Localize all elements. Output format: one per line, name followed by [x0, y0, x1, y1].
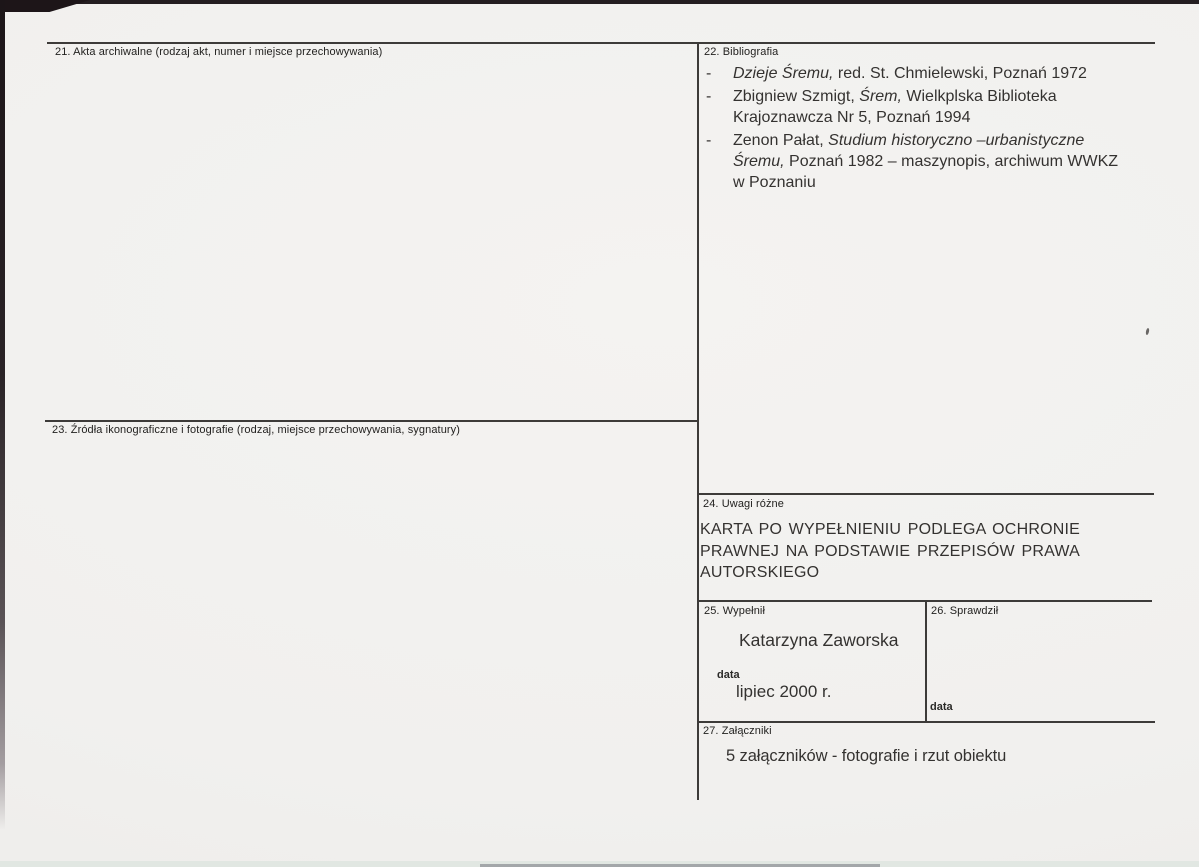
copyright-notice-line: AUTORSKIEGO: [700, 564, 820, 581]
rule-25-26-divider: [925, 600, 927, 721]
bibliography-item-text: [733, 86, 1158, 128]
bibliography-segment: Śrem,: [859, 88, 902, 105]
section-25-header: 25. Wypełnił: [704, 605, 766, 617]
bibliography-bullet: -: [706, 132, 712, 149]
rule-top: [47, 42, 1155, 44]
rule-center-vertical: [697, 42, 699, 800]
rule-section-23: [45, 420, 697, 422]
bibliography-segment: w Poznaniu: [733, 174, 816, 191]
bibliography-item-1: [706, 63, 1158, 84]
bibliography-segment: Zbigniew Szmigt,: [733, 88, 860, 105]
rule-section-27: [697, 721, 1155, 723]
scan-edge-corner: [0, 0, 90, 12]
section-24-header: 24. Uwagi różne: [703, 498, 784, 510]
bibliography-list: [706, 63, 1158, 193]
rule-section-24: [697, 493, 1154, 495]
copyright-notice-line: KARTA PO WYPEŁNIENIU PODLEGA OCHRONIE: [700, 521, 1080, 538]
section-26-header: 26. Sprawdził: [931, 605, 999, 617]
bibliography-segment: Dzieje Śremu,: [733, 65, 834, 82]
date-label-26: data: [930, 701, 953, 713]
attachments-value: 5 załączników - fotografie i rzut obiektu: [726, 747, 1007, 765]
bibliography-item-text: [733, 130, 1158, 193]
bibliography-segment: Wielkplska Biblioteka: [901, 88, 1057, 105]
bibliography-line: [733, 130, 1158, 151]
bibliography-item-2: [706, 86, 1158, 128]
bibliography-item-text: [733, 63, 1158, 84]
scan-speck: [1145, 328, 1149, 335]
scan-edge-left: [0, 0, 5, 830]
bibliography-line: [733, 107, 1158, 128]
bibliography-line: [733, 172, 1158, 193]
bibliography-segment: Poznań 1982 – maszynopis, archiwum WWKZ: [784, 153, 1119, 170]
bibliography-line: [733, 151, 1158, 172]
section-23-header: 23. Źródła ikonograficzne i fotografie (rodzaj, miejsce przechowywania, sygnatury): [52, 424, 461, 436]
scan-edge-top: [0, 0, 1199, 4]
bibliography-segment: Zenon Pałat,: [733, 132, 829, 149]
bibliography-segment: Studium historyczno –urbanistyczne: [828, 132, 1085, 149]
bibliography-segment: Śremu,: [733, 153, 785, 170]
section-22-header: 22. Bibliografia: [704, 46, 779, 58]
bibliography-bullet: -: [706, 88, 712, 105]
date-label-25: data: [717, 669, 740, 681]
section-27-header: 27. Załączniki: [703, 725, 772, 737]
bibliography-line: [733, 86, 1158, 107]
section-21-header: 21. Akta archiwalne (rodzaj akt, numer i miejsce przechowywania): [55, 46, 383, 58]
filled-by-name: Katarzyna Zaworska: [739, 630, 899, 650]
bibliography-item-3: [706, 130, 1158, 193]
bibliography-segment: Krajoznawcza Nr 5, Poznań 1994: [733, 109, 971, 126]
copyright-notice: [700, 519, 1080, 584]
bibliography-segment: red. St. Chmielewski, Poznań 1972: [833, 65, 1087, 82]
copyright-notice-line: PRAWNEJ NA PODSTAWIE PRZEPISÓW PRAWA: [700, 542, 1080, 560]
bibliography-bullet: -: [706, 65, 712, 82]
filled-by-date: lipiec 2000 r.: [736, 682, 832, 701]
bibliography-line: [733, 63, 1158, 84]
